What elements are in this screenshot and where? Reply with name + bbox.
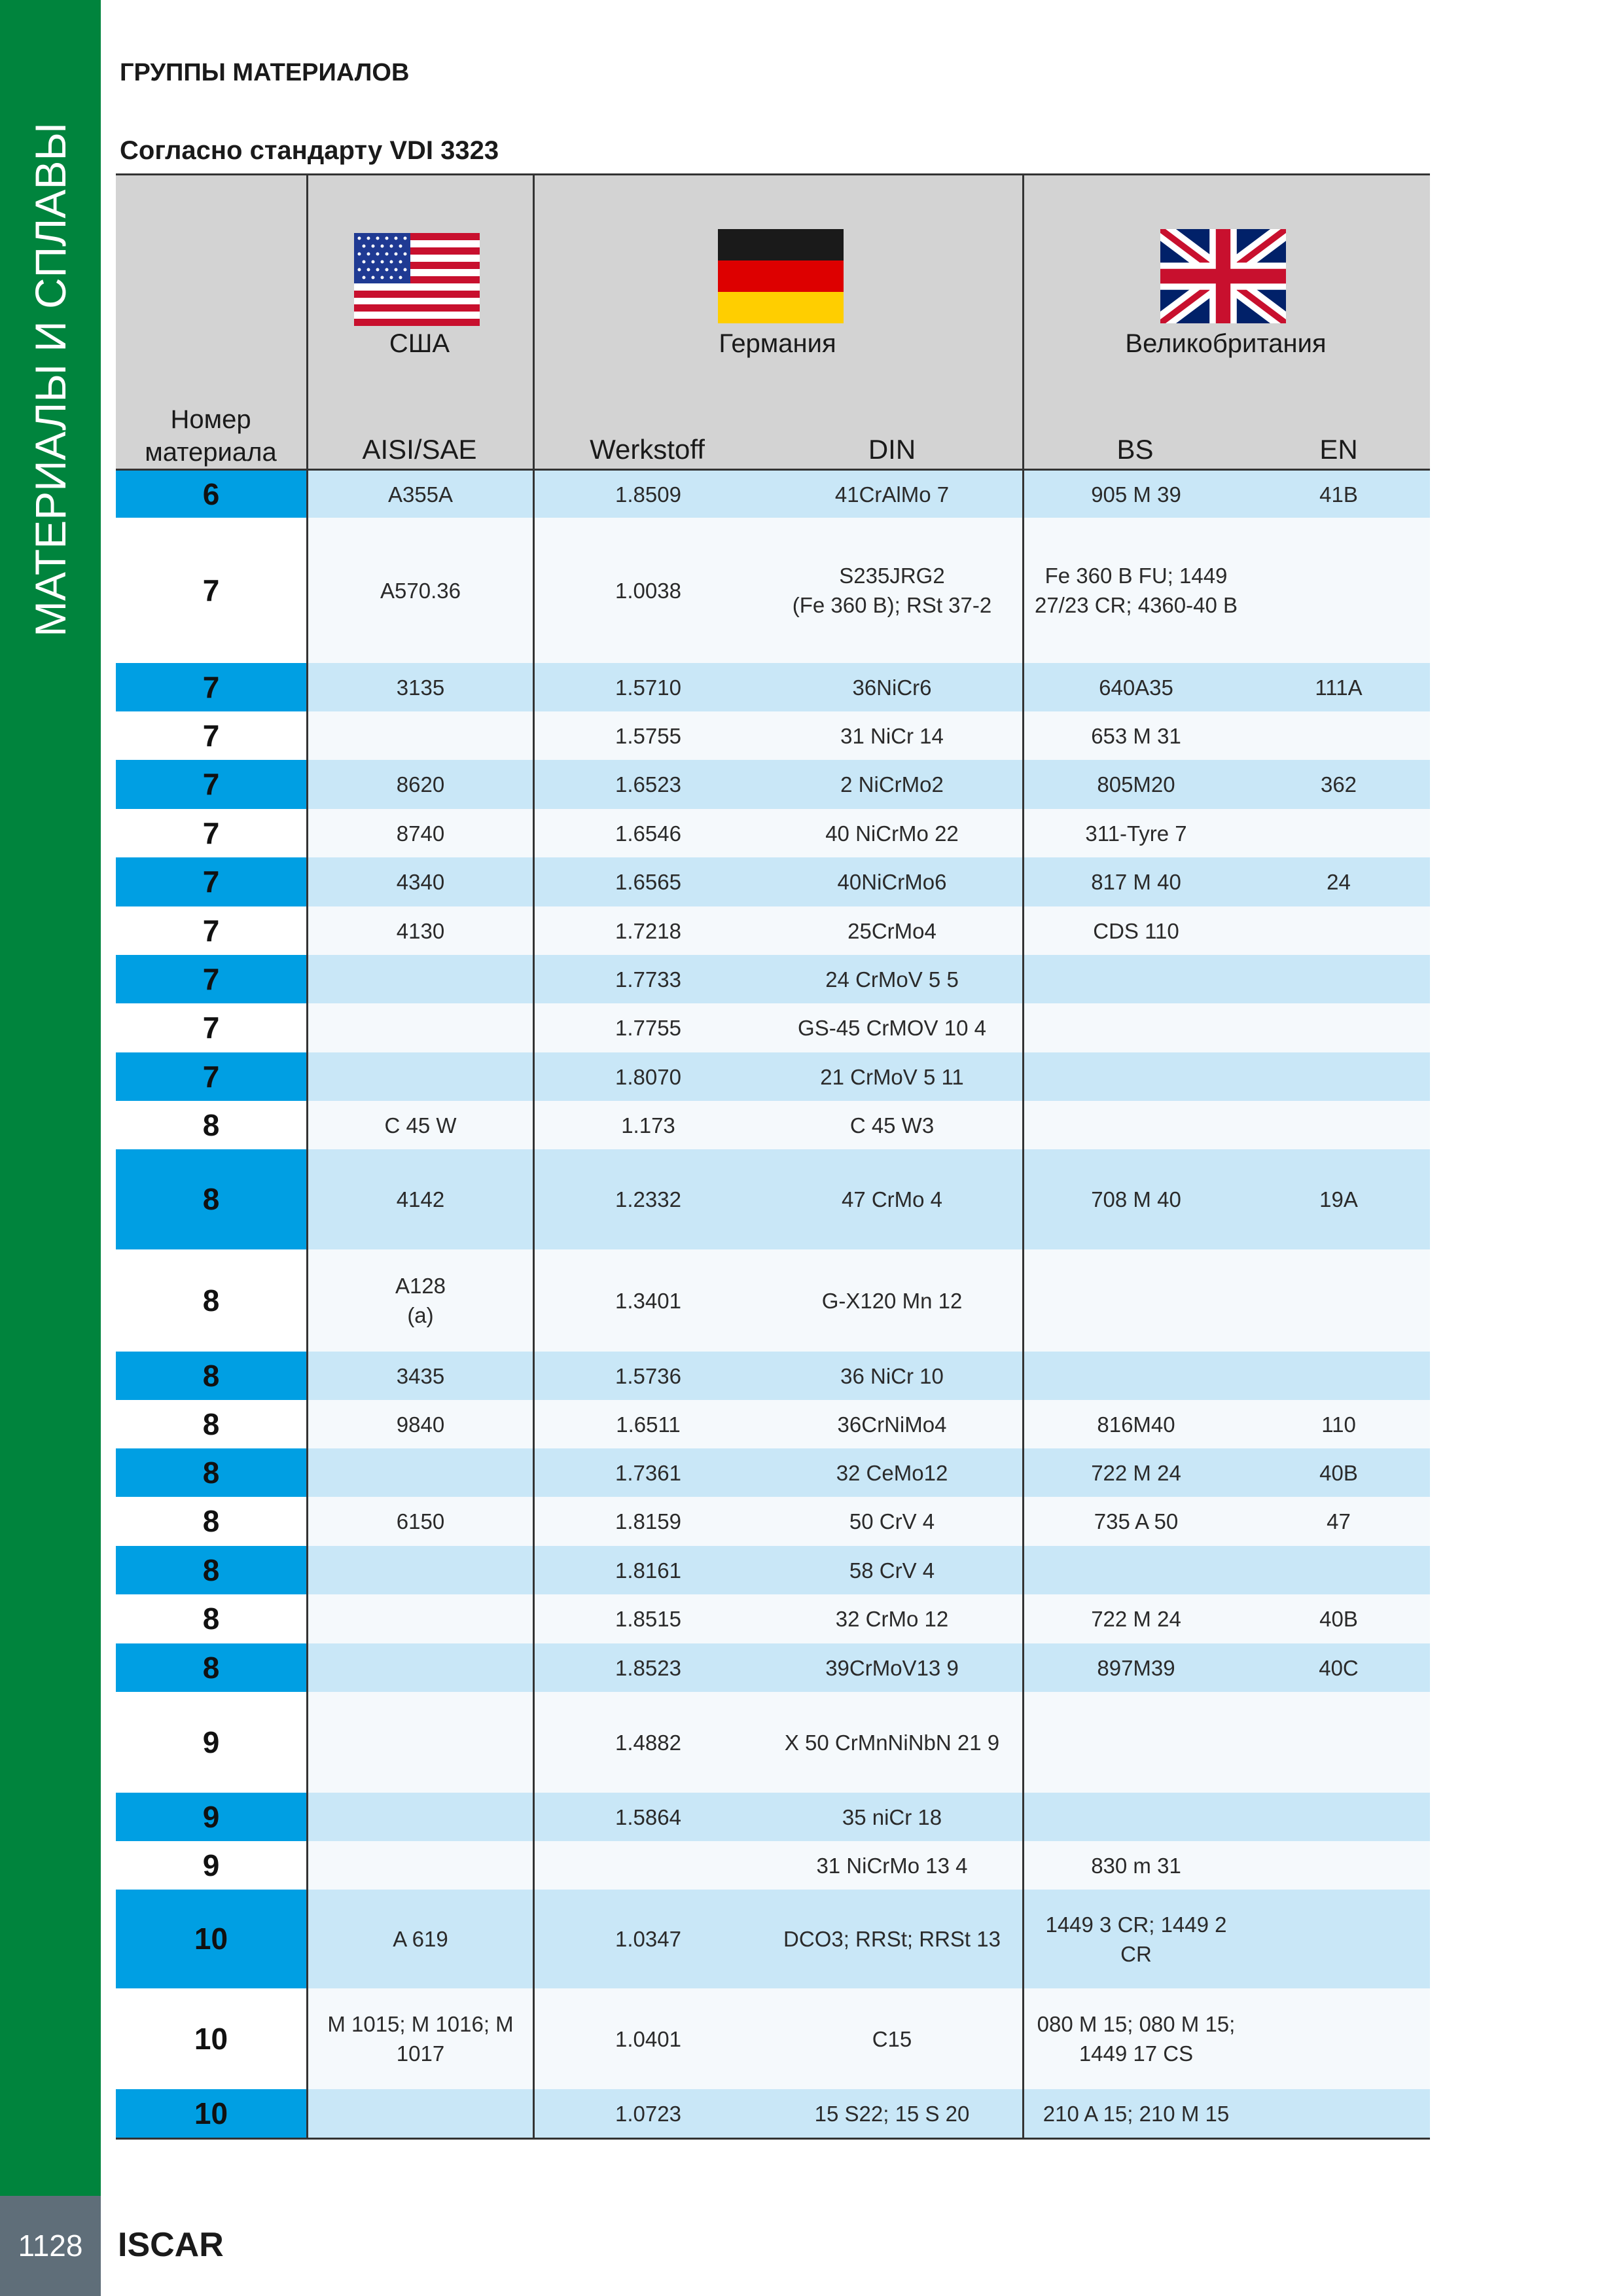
header-divider bbox=[533, 175, 535, 469]
cell-aisi bbox=[308, 955, 533, 1003]
standard-subtitle: Согласно стандарту VDI 3323 bbox=[120, 136, 499, 165]
table-row bbox=[116, 1988, 1430, 2089]
cell-din: 36 NiCr 10 bbox=[840, 1363, 944, 1388]
header-divider bbox=[306, 175, 308, 469]
table-row bbox=[116, 1400, 1430, 1448]
cell-aisi: 4340 bbox=[396, 870, 445, 894]
table-row bbox=[116, 711, 1430, 760]
material-number: 8 bbox=[116, 1352, 306, 1400]
cell-werkstoff: 1.5736 bbox=[615, 1363, 681, 1388]
material-number: 7 bbox=[116, 1052, 306, 1101]
cell-werkstoff: 1.7755 bbox=[615, 1016, 681, 1040]
cell-bs bbox=[1024, 955, 1248, 1003]
table-row bbox=[116, 1149, 1430, 1249]
cell-en bbox=[1248, 1546, 1429, 1594]
sidebar-label: МАТЕРИАЛЫ И СПЛАВЫ bbox=[26, 122, 75, 637]
cell-aisi: 9840 bbox=[396, 1412, 445, 1437]
material-number: 10 bbox=[116, 2089, 306, 2138]
cell-bs: 830 m 31 bbox=[1091, 1853, 1181, 1878]
cell-aisi bbox=[308, 1448, 533, 1497]
country-germany: Германия bbox=[719, 329, 836, 358]
body-divider bbox=[306, 471, 308, 2138]
usa-flag-icon bbox=[354, 233, 480, 326]
table-row bbox=[116, 1249, 1430, 1352]
table-row bbox=[116, 1101, 1430, 1149]
body-divider bbox=[533, 471, 535, 2138]
table-row bbox=[116, 760, 1430, 809]
cell-bs: 708 M 40 bbox=[1091, 1187, 1181, 1211]
cell-en: 111A bbox=[1315, 675, 1363, 700]
material-number: 7 bbox=[116, 955, 306, 1003]
cell-din: 31 NiCr 14 bbox=[840, 723, 944, 748]
cell-werkstoff: 1.0038 bbox=[615, 578, 681, 603]
cell-bs bbox=[1024, 1793, 1248, 1841]
page-number-box bbox=[0, 2196, 101, 2296]
cell-werkstoff: 1.6565 bbox=[615, 870, 681, 894]
material-number: 10 bbox=[116, 1988, 306, 2089]
cell-werkstoff: 1.0723 bbox=[615, 2101, 681, 2126]
cell-din: 40 NiCrMo 22 bbox=[825, 821, 959, 846]
table-row bbox=[116, 1692, 1430, 1793]
cell-aisi bbox=[308, 1643, 533, 1692]
table-row bbox=[116, 518, 1430, 663]
material-number: 8 bbox=[116, 1249, 306, 1352]
cell-en bbox=[1248, 711, 1429, 760]
cell-en bbox=[1248, 518, 1429, 663]
cell-din: 58 CrV 4 bbox=[849, 1558, 935, 1583]
cell-din: 2 NiCrMo2 bbox=[840, 772, 944, 797]
cell-en: 362 bbox=[1320, 772, 1357, 797]
cell-aisi bbox=[308, 711, 533, 760]
table-row bbox=[116, 663, 1430, 711]
cell-din: 21 CrMoV 5 11 bbox=[820, 1064, 964, 1089]
material-number: 7 bbox=[116, 1003, 306, 1052]
table-body bbox=[116, 471, 1430, 2138]
uk-flag-icon bbox=[1160, 229, 1286, 323]
cell-werkstoff bbox=[535, 1841, 762, 1890]
table-row bbox=[116, 2089, 1430, 2138]
cell-en: 24 bbox=[1327, 870, 1351, 894]
cell-din: 15 S22; 15 S 20 bbox=[814, 2101, 970, 2126]
column-werkstoff: Werkstoff bbox=[590, 434, 705, 465]
material-number: 8 bbox=[116, 1594, 306, 1643]
cell-werkstoff: 1.8070 bbox=[615, 1064, 681, 1089]
cell-din: 39CrMoV13 9 bbox=[825, 1655, 959, 1680]
cell-en: 40B bbox=[1319, 1607, 1358, 1631]
cell-en bbox=[1248, 1692, 1429, 1793]
cell-bs: 722 M 24 bbox=[1091, 1460, 1181, 1485]
material-number: 7 bbox=[116, 809, 306, 857]
cell-din: X 50 CrMnNiNbN 21 9 bbox=[784, 1730, 1000, 1755]
cell-werkstoff: 1.5864 bbox=[615, 1804, 681, 1829]
cell-bs: 210 A 15; 210 M 15 bbox=[1043, 2101, 1230, 2126]
cell-aisi bbox=[308, 1546, 533, 1594]
cell-werkstoff: 1.3401 bbox=[615, 1288, 681, 1313]
cell-en bbox=[1248, 809, 1429, 857]
cell-aisi bbox=[308, 1594, 533, 1643]
cell-aisi: A570.36 bbox=[380, 578, 461, 603]
cell-werkstoff: 1.7733 bbox=[615, 967, 681, 992]
cell-bs: 816M40 bbox=[1097, 1412, 1175, 1437]
cell-aisi bbox=[308, 1841, 533, 1890]
cell-bs: 722 M 24 bbox=[1091, 1607, 1181, 1631]
material-number: 7 bbox=[116, 857, 306, 906]
column-bs: BS bbox=[1116, 434, 1154, 465]
cell-en bbox=[1248, 1052, 1429, 1101]
cell-en: 110 bbox=[1321, 1412, 1356, 1437]
cell-bs: 897M39 bbox=[1097, 1655, 1175, 1680]
cell-din: C15 bbox=[872, 2026, 912, 2051]
cell-en bbox=[1248, 1841, 1429, 1890]
cell-din: 32 CrMo 12 bbox=[835, 1607, 949, 1631]
column-din: DIN bbox=[868, 434, 916, 465]
material-number: 8 bbox=[116, 1497, 306, 1546]
cell-werkstoff: 1.4882 bbox=[615, 1730, 681, 1755]
table-row bbox=[116, 1448, 1430, 1497]
column-en: EN bbox=[1319, 434, 1358, 465]
cell-bs: 735 A 50 bbox=[1094, 1509, 1179, 1534]
cell-bs: 080 M 15; 080 M 15; 1449 17 CS bbox=[1037, 2012, 1236, 2066]
cell-bs: CDS 110 bbox=[1093, 918, 1179, 943]
table-row bbox=[116, 906, 1430, 955]
cell-aisi: A 619 bbox=[393, 1927, 448, 1951]
cell-en: 40B bbox=[1319, 1460, 1358, 1485]
cell-aisi: 4130 bbox=[396, 918, 445, 943]
table-row bbox=[116, 857, 1430, 906]
material-number: 8 bbox=[116, 1101, 306, 1149]
material-number: 9 bbox=[116, 1841, 306, 1890]
table-row bbox=[116, 1594, 1430, 1643]
cell-bs: 905 M 39 bbox=[1091, 482, 1181, 507]
cell-din: 32 CeMo12 bbox=[836, 1460, 948, 1485]
cell-en bbox=[1248, 1988, 1429, 2089]
cell-en bbox=[1248, 1890, 1429, 1988]
table-row bbox=[116, 1497, 1430, 1546]
cell-en bbox=[1248, 906, 1429, 955]
material-number: 7 bbox=[116, 711, 306, 760]
cell-aisi: 8740 bbox=[396, 821, 445, 846]
cell-werkstoff: 1.5710 bbox=[615, 675, 681, 700]
cell-aisi: 4142 bbox=[396, 1187, 445, 1211]
table-row bbox=[116, 1643, 1430, 1692]
cell-werkstoff: 1.6523 bbox=[615, 772, 681, 797]
cell-en: 41B bbox=[1319, 482, 1358, 507]
cell-werkstoff: 1.0401 bbox=[615, 2026, 681, 2051]
table-row bbox=[116, 1890, 1430, 1988]
table-row bbox=[116, 471, 1430, 518]
cell-din: G-X120 Mn 12 bbox=[821, 1288, 963, 1313]
cell-din: GS-45 CrMOV 10 4 bbox=[798, 1016, 986, 1040]
cell-bs: 311-Tyre 7 bbox=[1085, 821, 1187, 846]
cell-aisi bbox=[308, 1052, 533, 1101]
cell-din: DCO3; RRSt; RRSt 13 bbox=[783, 1927, 1001, 1951]
cell-aisi bbox=[308, 1003, 533, 1052]
cell-din: 31 NiCrMo 13 4 bbox=[816, 1853, 968, 1878]
page-number: 1128 bbox=[18, 2229, 83, 2263]
cell-werkstoff: 1.7361 bbox=[615, 1460, 681, 1485]
brand-logo-text: ISCAR bbox=[118, 2226, 224, 2264]
cell-aisi bbox=[308, 1793, 533, 1841]
table-row bbox=[116, 1352, 1430, 1400]
cell-en: 47 bbox=[1327, 1509, 1351, 1534]
cell-bs bbox=[1024, 1352, 1248, 1400]
cell-bs bbox=[1024, 1052, 1248, 1101]
cell-aisi: A128 (a) bbox=[395, 1274, 446, 1327]
cell-werkstoff: 1.173 bbox=[621, 1113, 675, 1138]
header-divider bbox=[1022, 175, 1024, 469]
table-header bbox=[116, 175, 1430, 469]
cell-en bbox=[1248, 1003, 1429, 1052]
page-title: ГРУППЫ МАТЕРИАЛОВ bbox=[120, 59, 410, 86]
table-row bbox=[116, 1546, 1430, 1594]
cell-bs: Fe 360 B FU; 1449 27/23 CR; 4360-40 B bbox=[1034, 564, 1238, 617]
material-number: 8 bbox=[116, 1448, 306, 1497]
cell-din: 50 CrV 4 bbox=[849, 1509, 935, 1534]
table-row bbox=[116, 1052, 1430, 1101]
material-number: 8 bbox=[116, 1400, 306, 1448]
cell-bs bbox=[1024, 1101, 1248, 1149]
cell-en: 19A bbox=[1319, 1187, 1358, 1211]
number-header-line2: материала bbox=[145, 438, 277, 467]
cell-en: 40C bbox=[1319, 1655, 1359, 1680]
table-row bbox=[116, 1841, 1430, 1890]
material-number: 9 bbox=[116, 1692, 306, 1793]
material-number: 7 bbox=[116, 760, 306, 809]
cell-din: 24 CrMoV 5 5 bbox=[825, 967, 959, 992]
cell-bs: 1449 3 CR; 1449 2 CR bbox=[1045, 1912, 1227, 1966]
cell-bs bbox=[1024, 1249, 1248, 1352]
table-row bbox=[116, 809, 1430, 857]
cell-werkstoff: 1.6546 bbox=[615, 821, 681, 846]
cell-din: 36NiCr6 bbox=[852, 675, 932, 700]
cell-en bbox=[1248, 955, 1429, 1003]
cell-bs bbox=[1024, 1692, 1248, 1793]
material-number: 8 bbox=[116, 1546, 306, 1594]
material-number: 7 bbox=[116, 518, 306, 663]
material-number: 10 bbox=[116, 1890, 306, 1988]
cell-bs bbox=[1024, 1003, 1248, 1052]
column-aisi-sae: AISI/SAE bbox=[362, 434, 477, 465]
cell-din: C 45 W3 bbox=[849, 1113, 935, 1138]
cell-werkstoff: 1.8523 bbox=[615, 1655, 681, 1680]
cell-din: 35 niCr 18 bbox=[842, 1804, 942, 1829]
country-usa: США bbox=[389, 329, 450, 358]
cell-en bbox=[1248, 1249, 1429, 1352]
material-number: 7 bbox=[116, 663, 306, 711]
cell-werkstoff: 1.8515 bbox=[615, 1607, 681, 1631]
cell-aisi bbox=[308, 2089, 533, 2138]
cell-bs: 653 M 31 bbox=[1091, 723, 1181, 748]
materials-table bbox=[116, 173, 1430, 2140]
material-number: 9 bbox=[116, 1793, 306, 1841]
cell-din: 41CrAlMo 7 bbox=[834, 482, 950, 507]
cell-en bbox=[1248, 1101, 1429, 1149]
cell-werkstoff: 1.2332 bbox=[615, 1187, 681, 1211]
body-divider bbox=[1022, 471, 1024, 2138]
table-row bbox=[116, 1793, 1430, 1841]
number-column-header bbox=[116, 403, 306, 469]
table-row bbox=[116, 955, 1430, 1003]
cell-aisi: 3135 bbox=[396, 675, 445, 700]
cell-en bbox=[1248, 1352, 1429, 1400]
cell-aisi: A355A bbox=[387, 482, 454, 507]
cell-aisi: C 45 W bbox=[384, 1113, 457, 1138]
cell-bs bbox=[1024, 1546, 1248, 1594]
cell-werkstoff: 1.0347 bbox=[615, 1927, 681, 1951]
cell-aisi: M 1015; M 1016; M 1017 bbox=[327, 2012, 514, 2066]
cell-din: 25CrMo4 bbox=[847, 918, 936, 943]
material-number: 6 bbox=[116, 471, 306, 518]
cell-werkstoff: 1.8159 bbox=[615, 1509, 681, 1534]
cell-bs: 817 M 40 bbox=[1091, 870, 1181, 894]
material-number: 7 bbox=[116, 906, 306, 955]
cell-en bbox=[1248, 2089, 1429, 2138]
cell-din: S235JRG2 (Fe 360 B); RSt 37-2 bbox=[792, 564, 992, 617]
cell-bs: 640A35 bbox=[1099, 675, 1173, 700]
cell-werkstoff: 1.8509 bbox=[615, 482, 681, 507]
cell-werkstoff: 1.5755 bbox=[615, 723, 681, 748]
table-bottom-rule bbox=[116, 2138, 1430, 2140]
cell-aisi: 6150 bbox=[396, 1509, 445, 1534]
cell-din: 40NiCrMo6 bbox=[837, 870, 947, 894]
cell-werkstoff: 1.7218 bbox=[615, 918, 681, 943]
cell-aisi: 8620 bbox=[396, 772, 445, 797]
sidebar bbox=[0, 0, 101, 2196]
cell-aisi: 3435 bbox=[396, 1363, 445, 1388]
cell-bs: 805M20 bbox=[1097, 772, 1175, 797]
cell-werkstoff: 1.8161 bbox=[615, 1558, 681, 1583]
material-number: 8 bbox=[116, 1643, 306, 1692]
table-row bbox=[116, 1003, 1430, 1052]
cell-werkstoff: 1.6511 bbox=[616, 1412, 681, 1437]
cell-en bbox=[1248, 1793, 1429, 1841]
number-header-line1: Номер bbox=[170, 405, 251, 434]
cell-din: 36CrNiMo4 bbox=[837, 1412, 947, 1437]
cell-aisi bbox=[308, 1692, 533, 1793]
cell-din: 47 CrMo 4 bbox=[841, 1187, 943, 1211]
country-uk: Великобритания bbox=[1125, 329, 1327, 358]
material-number: 8 bbox=[116, 1149, 306, 1249]
germany-flag-icon bbox=[718, 229, 844, 323]
